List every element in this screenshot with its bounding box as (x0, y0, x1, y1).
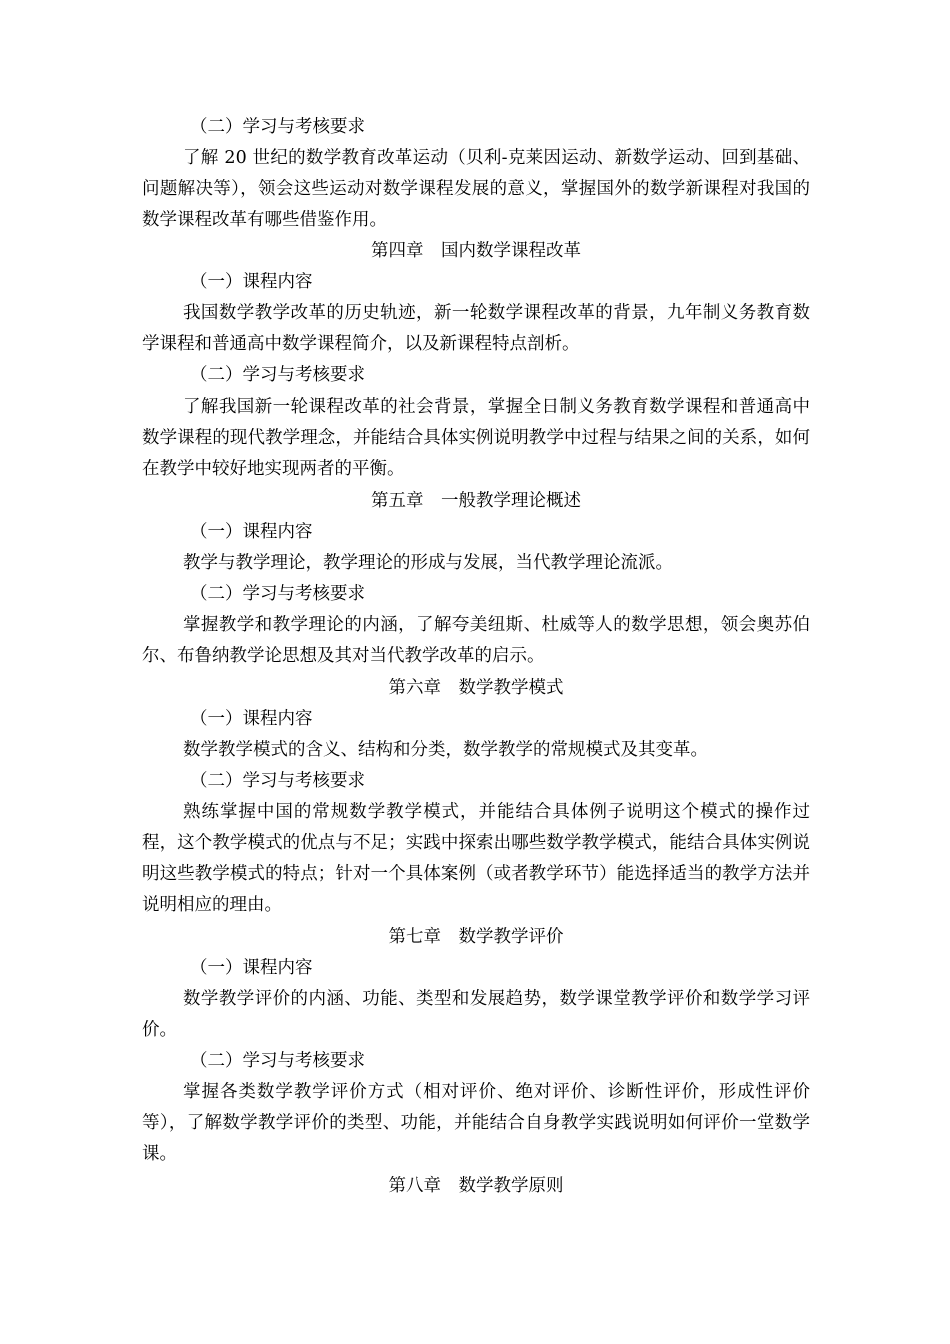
paragraph-content-ch6: 数学教学模式的含义、结构和分类，数学教学的常规模式及其变革。 (183, 740, 708, 760)
section-heading-requirements: （二）学习与考核要求 (190, 584, 365, 604)
section-heading-content: （一）课程内容 (190, 958, 313, 978)
chapter-8-title: 第八章 数学教学原则 (388, 1176, 564, 1196)
section-heading-requirements: （二）学习与考核要求 (190, 117, 365, 137)
section-heading-requirements: （二）学习与考核要求 (190, 365, 365, 385)
section-heading-content: （一）课程内容 (190, 522, 313, 542)
section-heading-requirements: （二）学习与考核要求 (190, 1051, 365, 1071)
paragraph-requirements-ch4: 了解我国新一轮课程改革的社会背景，掌握全日制义务教育数学课程和普通高中数学课程的现代教学理念，并能结合具体实例说明教学中过程与结果之间的关系，如何在教学中较好地实现两者的平衡。 (142, 397, 810, 479)
chapter-7-title: 第七章 数学教学评价 (388, 927, 564, 947)
paragraph-content-ch7: 数学教学评价的内涵、功能、类型和发展趋势，数学课堂教学评价和数学学习评价。 (142, 989, 810, 1040)
chapter-4-title: 第四章 国内数学课程改革 (371, 241, 581, 261)
chapter-5-title: 第五章 一般教学理论概述 (371, 491, 581, 511)
paragraph-requirements-ch3: 了解 20 世纪的数学教育改革运动（贝利-克莱因运动、新数学运动、回到基础、问题解决等），领会这些运动对数学课程发展的意义，掌握国外的数学新课程对我国的数学课程改革有哪些借鉴作用。 (142, 148, 810, 230)
chapter-6-title: 第六章 数学教学模式 (388, 678, 564, 698)
paragraph-content-ch5: 教学与教学理论，教学理论的形成与发展，当代教学理论流派。 (183, 553, 673, 573)
paragraph-content-ch4: 我国数学教学改革的历史轨迹，新一轮数学课程改革的背景，九年制义务教育数学课程和普通高中数学课程简介，以及新课程特点剖析。 (142, 303, 810, 354)
section-heading-content: （一）课程内容 (190, 272, 313, 292)
section-heading-requirements: （二）学习与考核要求 (190, 771, 365, 791)
section-heading-content: （一）课程内容 (190, 709, 313, 729)
paragraph-requirements-ch6: 熟练掌握中国的常规数学教学模式，并能结合具体例子说明这个模式的操作过程，这个教学模式的优点与不足；实践中探索出哪些数学教学模式，能结合具体实例说明这些教学模式的特点；针对一个具体案例（或者教学环节）能选择适当的教学方法并说明相应的理由。 (142, 802, 810, 915)
paragraph-requirements-ch7: 掌握各类数学教学评价方式（相对评价、绝对评价、诊断性评价，形成性评价等），了解数学教学评价的类型、功能，并能结合自身教学实践说明如何评价一堂数学课。 (142, 1082, 810, 1164)
paragraph-requirements-ch5: 掌握教学和教学理论的内涵，了解夸美纽斯、杜威等人的数学思想，领会奥苏伯尔、布鲁纳教学论思想及其对当代教学改革的启示。 (142, 615, 810, 666)
